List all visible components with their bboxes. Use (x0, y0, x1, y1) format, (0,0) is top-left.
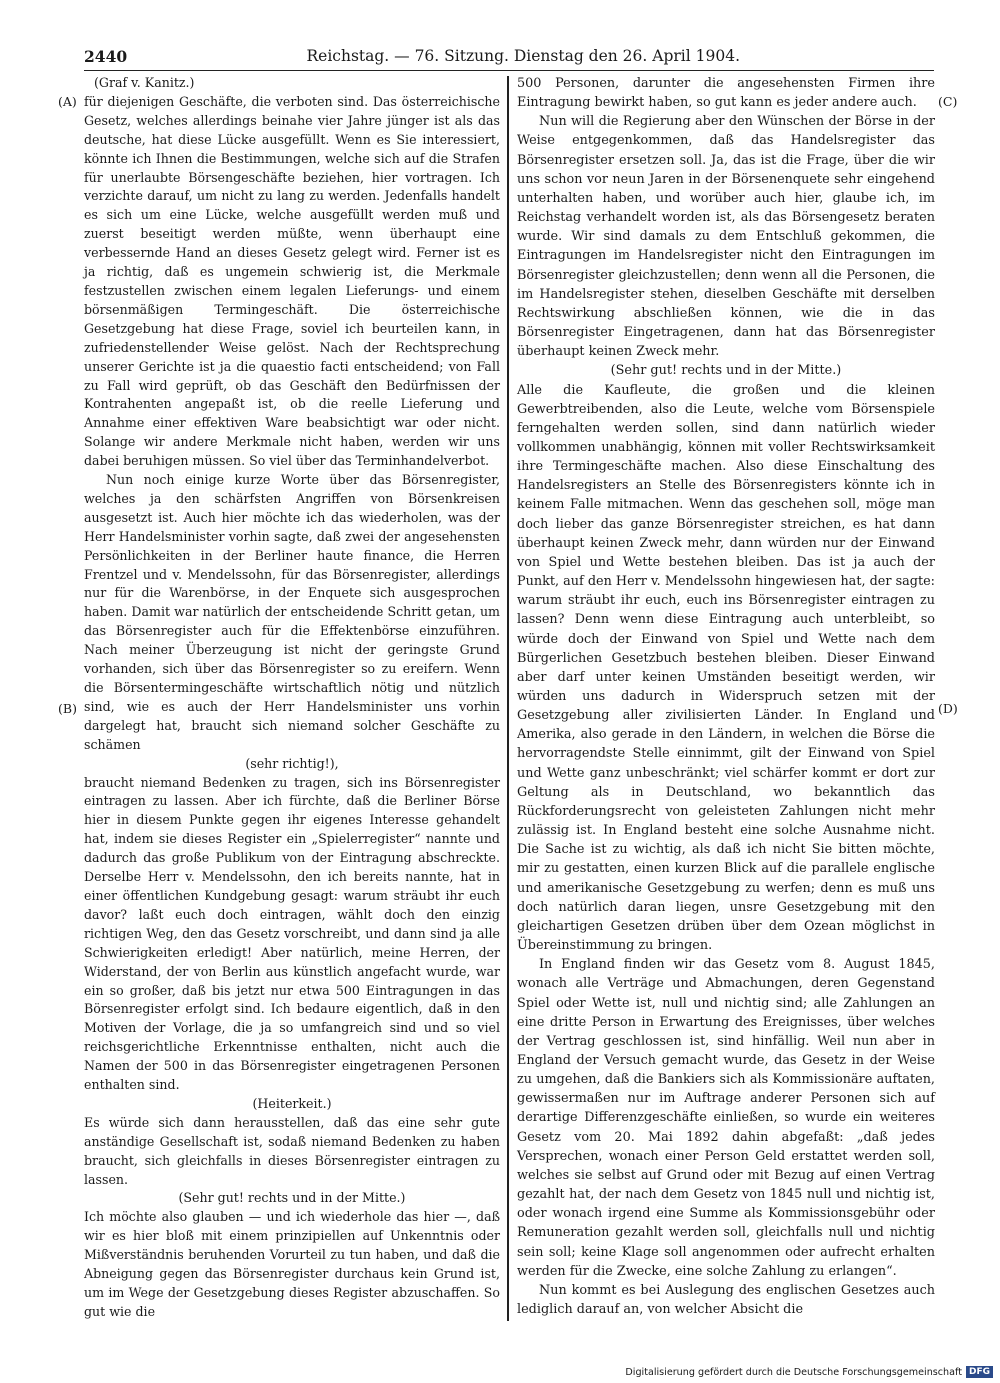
header-rule (84, 70, 934, 71)
right-column (517, 74, 935, 1319)
paragraph: Alle die Kaufleute, die großen und die kleinen Gewerbtreibenden, also die Leute, welche vom Börsenspiele ferngehalten werden sollen, sind dann natürlich wieder vollkommen unabhängig, können mit voller Rechtswirksamkeit ihre Termingeschäfte machen. Also diese Einschaltung des Handelsregisters an Stelle des Börsenregisters könnte ich in keinem Falle mitmachen. Wenn das geschehen soll, möge man doch lieber das ganze Börsenregister streichen, es hat dann überhaupt keinen Zweck mehr, dann würden nur der Einwand von Spiel und Wette bestehen bleiben. Das ist ja auch der Punkt, auf den Herr v. Mendelssohn hingewiesen hat, der sagte: warum sträubt ihr euch, euch ins Börsenregister eintragen zu lassen? Denn wenn diese Eintragung auch unterbleibt, so würde doch der Einwand von Spiel und Wette nach dem Bürgerlichen Gesetzbuch bestehen bleiben. Dieser Einwand aber darf unter keinen Umständen beseitigt werden, wir würden uns dadurch in Widerspruch setzen mit der Gesetzgebung aller zivilisierten Länder. In England und Amerika, also gerade in den Ländern, in welchen die Börse die hervorragendste Stelle einnimmt, gilt der Einwand von Spiel und Wette ganz unbeschränkt; viel schärfer kommt er dort zur Geltung als in Deutschland, wo bekanntlich das Rückforderungsrecht von geleisteten Zahlungen nicht mehr zulässig ist. In England besteht eine solche Ausnahme nicht. Die Sache ist zu wichtig, als daß ich nicht Sie bitten möchte, mir zu gestatten, einen kurzen Blick auf die parallele englische und amerikanische Gesetzgebung zu werfen; denn es muß uns doch natürlich daran liegen, unsre Gesetzgebung mit den gleichartigen Gesetzen drüben über dem Ozean möglichst in Übereinstimmung zu bringen. (517, 382, 935, 954)
paragraph: In England finden wir das Gesetz vom 8. August 1845, wonach alle Verträge und Abmachungen, deren Gegenstand Spiel oder Wette ist, null und nichtig sind; alle Zahlungen an eine dritte Person in Erwartung des Ereignisses, über welches der Vertrag geschlossen ist, sind hinfällig. Weil nun aber in England der Versuch gemacht wurde, das Gesetz in der Weise zu umgehen, daß die Bankiers sich als Kommissionäre auftaten, gewissermaßen nur im Auftrage anderer Personen sich auf derartige Differenzgeschäfte einließen, so wurde ein weiteres Gesetz vom 20. Mai 1892 dahin abgefaßt: „daß jedes Versprechen, wonach einer Person Geld erstattet werden soll, welches sie selbst auf Grund oder mit Bezug auf einen Vertrag gezahlt hat, der nach dem Gesetz von 1845 null und nichtig ist, oder wonach irgend eine Summe als Kommissionsgebühr oder Remuneration gezahlt werden soll, gleichfalls null und nichtig sein soll; keine Klage soll angenommen oder aufrecht erhalten werden für die Zwecke, eine solche Zahlung zu erlangen“. (517, 957, 935, 1279)
footer-credit (603, 1366, 993, 1380)
interjection: (Heiterkeit.) (252, 1095, 332, 1111)
paragraph: Nun noch einige kurze Worte über das Börsenregister, welches ja den schärfsten Angriffen von Börsenkreisen ausgesetzt ist. Auch hier möchte ich das wiederholen, was der Herr Handelsminister vorhin sagte, daß zwei der angesehensten Persönlichkeiten in der Berliner haute finance, die Herren Frentzel und v. Mendelssohn, für das Börsenregister, allerdings nur für die Warenbörse, in der Enquete sich ausgesprochen haben. Damit war natürlich der entscheidende Schritt getan, um das Börsenregister auch für die Effektenbörse einzuführen. Nach meiner Überzeugung ist nicht der geringste Grund vorhanden, sich über das Börsenregister so zu ereifern. Wenn die Börsentermingeschäfte wirtschaftlich nötig und nützlich sind, wie es auch der Herr Handelsminister uns vorhin dargelegt hat, braucht sich niemand solcher Geschäfte zu schämen (84, 472, 500, 752)
footer-text: Digitalisierung gefördert durch die Deutsche Forschungsgemeinschaft (625, 1367, 962, 1378)
paragraph: Nun will die Regierung aber den Wünschen der Börse in der Weise entgegenkommen, daß das Handelsregister das Börsenregister ersetzen soll. Ja, das ist die Frage, über die wir uns schon vor neun Jaren in der Börsenenquete sehr eingehend unterhalten haben, und worüber auch hier, glaube ich, im Reichstag verhandelt worden ist, als das Börsengesetz beraten wurde. Wir sind damals zu dem Entschluß gekommen, die Eintragungen im Handelsregister nicht den Eintragungen im Börsenregister gleichzustellen; denn wenn all die Personen, die im Handelsregister stehen, dieselben Geschäfte mit derselben Rechtswirkung abschließen können, wie die in das Börsenregister Eingetragenen, dann hat das Börsenregister überhaupt keinen Zweck mehr. (517, 114, 935, 360)
interjection: (Sehr gut! rechts und in der Mitte.) (178, 1190, 406, 1206)
paragraph: Nun kommt es bei Auslegung des englischen Gesetzes auch lediglich darauf an, von welcher Absicht die (517, 1282, 935, 1317)
dfg-logo: DFG (966, 1366, 993, 1378)
paragraph: 500 Personen, darunter die angesehensten Firmen ihre Eintragung bewirkt haben, so gut kann es jeder andere auch. (517, 76, 935, 111)
page-number: 2440 (84, 47, 128, 66)
margin-letter-a: (A) (58, 94, 77, 109)
page-header (84, 47, 740, 71)
speaker-label: (Graf v. Kanitz.) (94, 75, 195, 90)
margin-letter-d: (D) (938, 701, 958, 716)
paragraph: braucht niemand Bedenken zu tragen, sich ins Börsenregister eintragen zu lassen. Aber ich fürchte, daß die Berliner Börse hier in diesem Punkte gegen ihr eigenes Interesse gehandelt hat, indem sie dieses Register ein „Spielerregister“ nannte und dadurch das große Publikum von der Eintragung abschreckte. Derselbe Herr v. Mendelssohn, den ich bereits nannte, hat in einer öffentlichen Kundgebung gesagt: warum sträubt ihr euch davor? laßt euch doch eintragen, wählt doch den einzig richtigen Weg, den das Gesetz vorschreibt, und dann sind ja alle Schwierigkeiten erledigt! Aber natürlich, meine Herren, der Widerstand, der von Berlin aus künstlich angefacht wurde, war ein so großer, daß bis jetzt nur etwa 500 Eintragungen in das Börsenregister erfolgt sind. Ich bedaure eigentlich, daß in den Motiven der Vorlage, die ja so umfangreich sind und so viel reichsgerichtliche Erkenntnisse enthalten, nicht auch die Namen der 500 in das Börsenregister eingetragenen Personen enthalten sind. (84, 774, 500, 1093)
paragraph: für diejenigen Geschäfte, die verboten sind. Das österreichische Gesetz, welches allerdings beinahe vier Jahre jünger ist als das deutsche, hat diese Lücke ausgefüllt. Wenn es Sie interessiert, könnte ich Ihnen die Bestimmungen, welche sich auf die Strafen für unerlaubte Börsengeschäfte beziehen, hier vortragen. Ich verzichte darauf, um nicht zu lang zu werden. Jedenfalls handelt es sich um eine Lücke, welche ausgefüllt werden muß und zuerst beseitigt werden müßte, wenn überhaupt eine verbessernde Hand an dieses Gesetz gelegt wird. Ferner ist es ja richtig, daß es ungemein schwierig ist, die Merkmale festzustellen zwischen einem legalen Lieferungs- und einem börsenmäßigen Termingeschäft. Die österreichische Gesetzgebung hat diese Frage, soviel ich beurteilen kann, in zufriedenstellender Weise gelöst. Nach der Rechtsprechung unserer Gerichte ist ja die quaestio facti entscheidend; von Fall zu Fall wird geprüft, ob das Geschäft den Bedürfnissen der Kontrahenten angepaßt ist, ob die reelle Lieferung und Annahme einer effektiven Ware beabsichtigt war oder nicht. Solange wir andere Merkmale nicht haben, werden wir uns dabei beruhigen müssen. So viel über das Terminhandelverbot. (84, 93, 500, 469)
interjection: (Sehr gut! rechts und in der Mitte.) (610, 363, 842, 379)
left-column (84, 74, 500, 1322)
margin-letter-b: (B) (58, 701, 77, 716)
interjection: (sehr richtig!), (245, 755, 339, 771)
paragraph: Es würde sich dann herausstellen, daß das eine sehr gute anständige Gesellschaft ist, sodaß niemand Bedenken zu haben braucht, sich gleichfalls in dieses Börsenregister eintragen zu lassen. (84, 1114, 500, 1187)
column-divider (507, 76, 509, 1321)
margin-letter-c: (C) (938, 94, 958, 109)
running-title: Reichstag. — 76. Sitzung. Dienstag den 26. April 1904. (306, 47, 740, 65)
paragraph: Ich möchte also glauben — und ich wiederhole das hier —, daß wir es hier bloß mit einem prinzipiellen auf Unkenntnis oder Mißverständnis beruhenden Vorurteil zu tun haben, und daß die Abneigung gegen das Börsenregister durchaus kein Grund ist, um im Wege der Gesetzgebung dieses Register abzuschaffen. So gut wie die (84, 1209, 500, 1319)
